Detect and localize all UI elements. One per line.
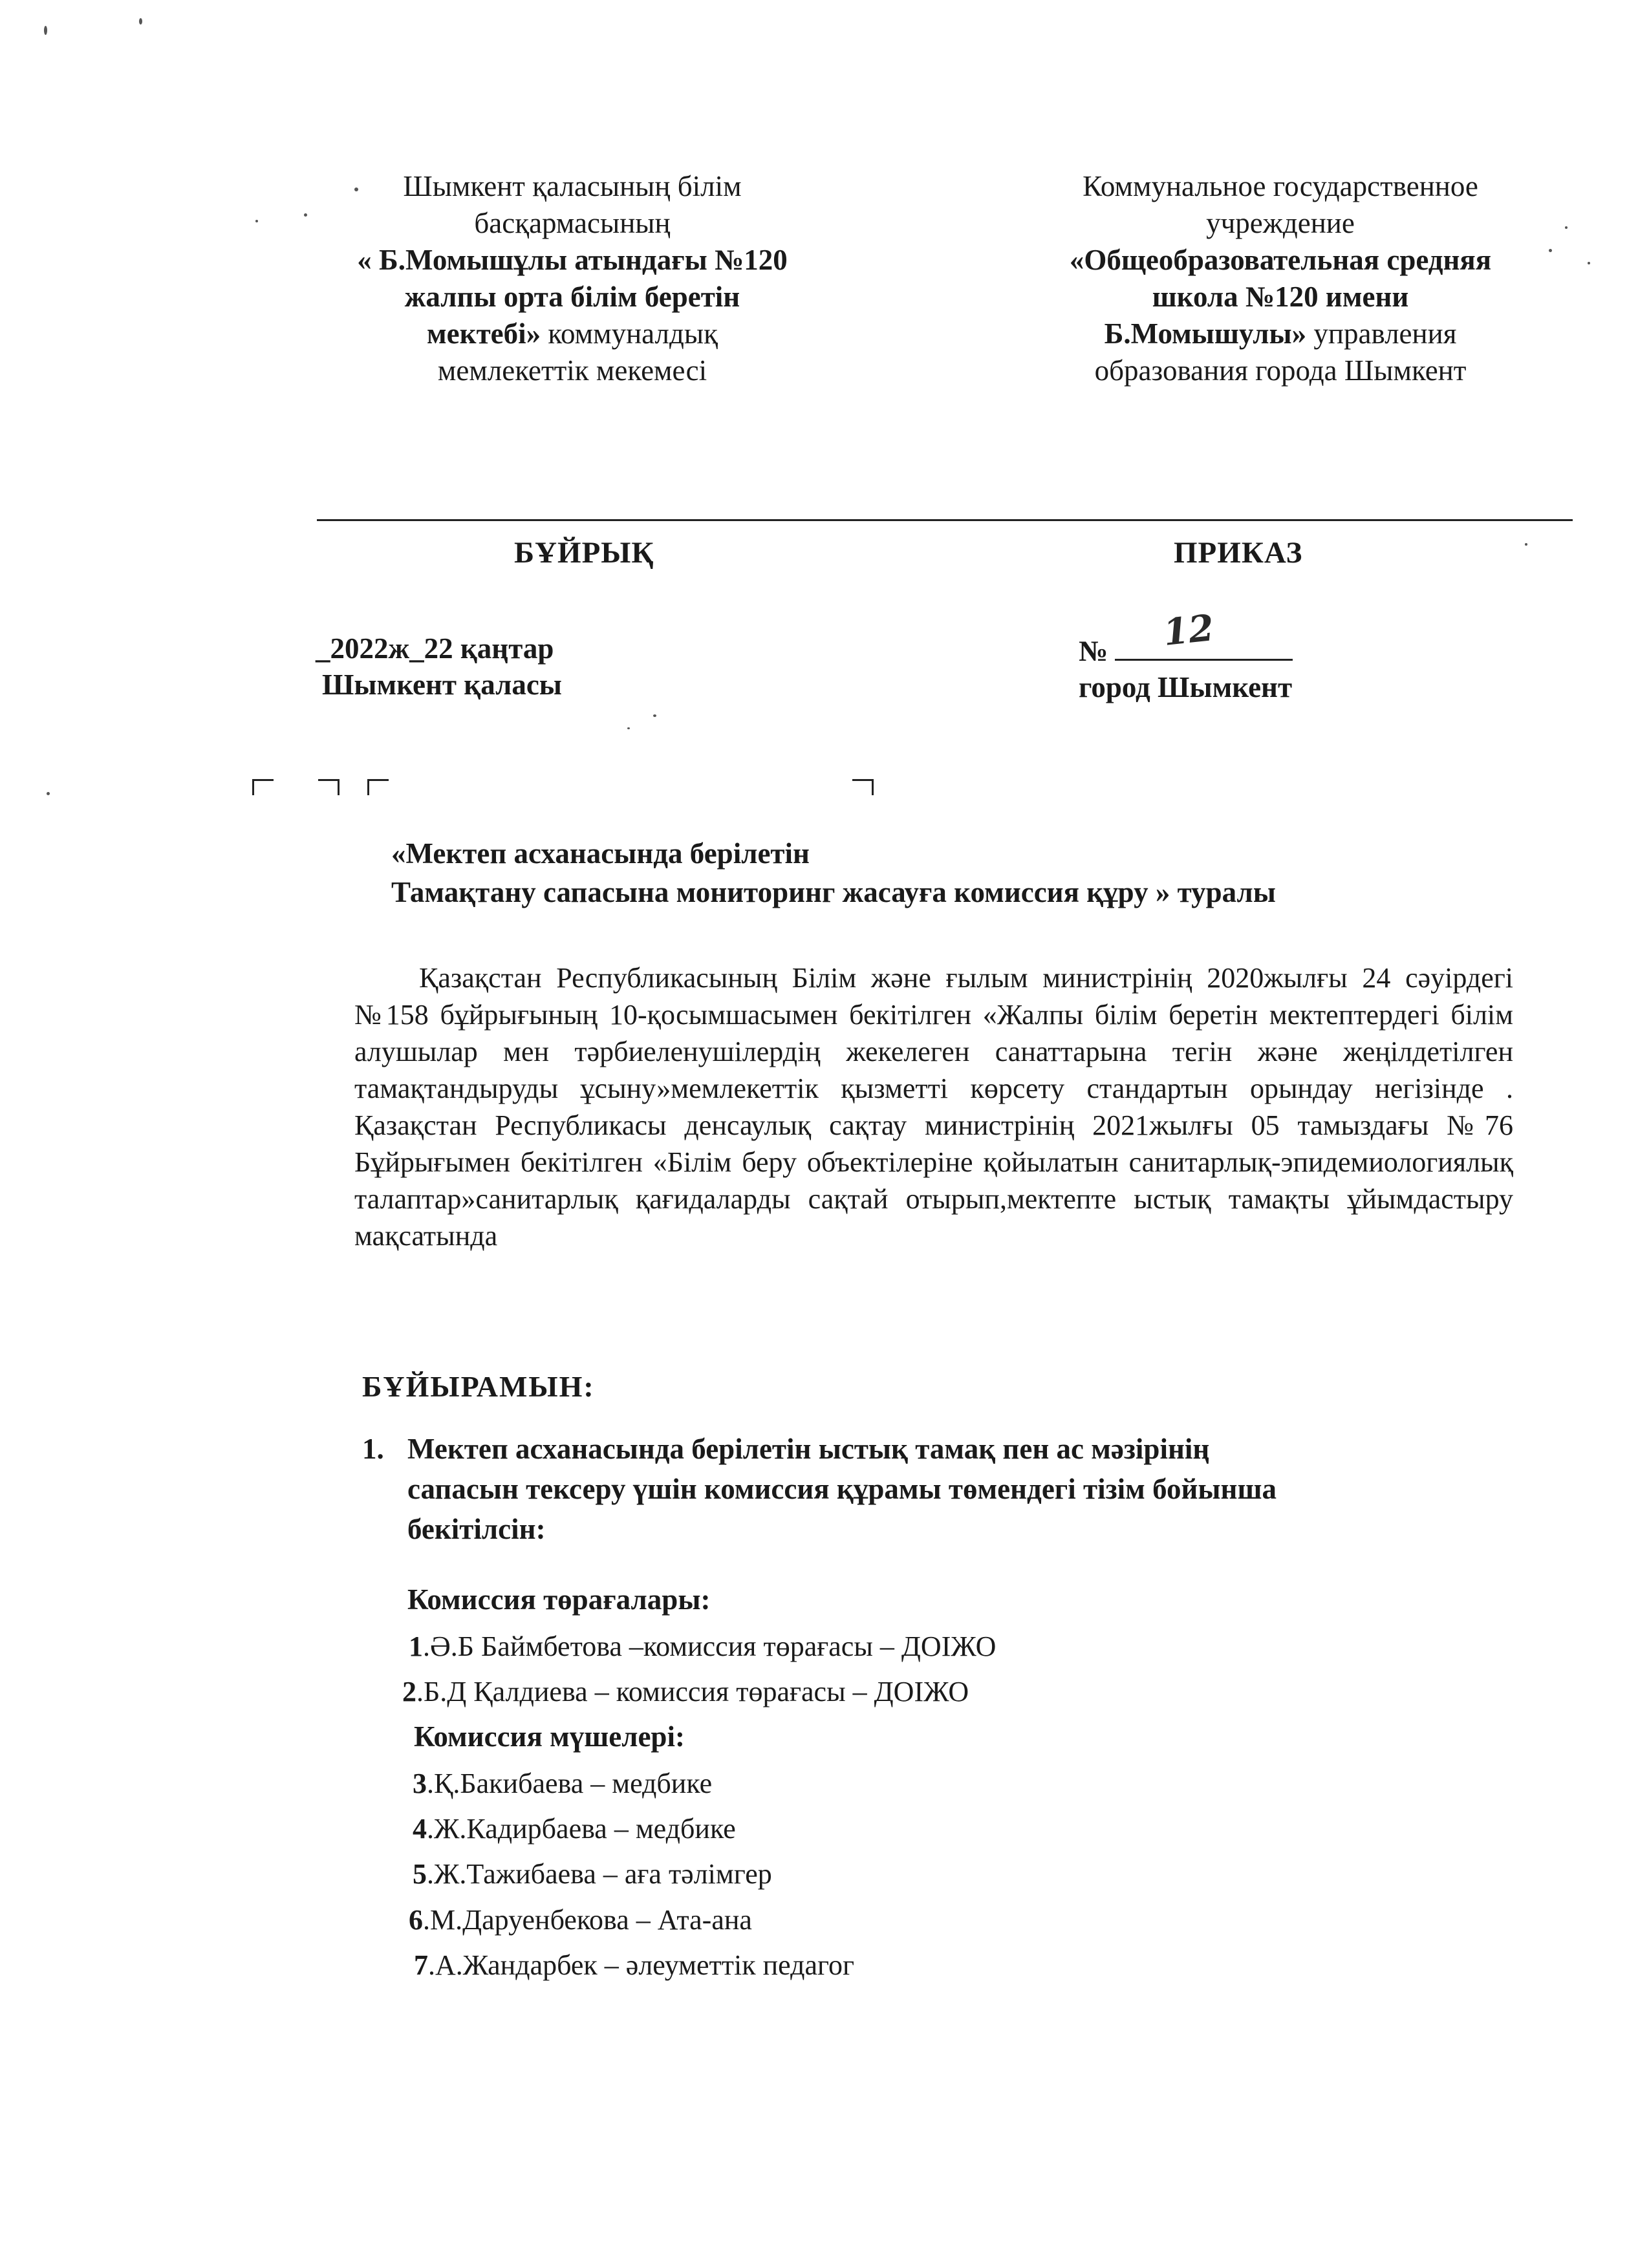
header-right-line: Б.Момышулы» управления	[1104, 317, 1457, 350]
member-item: 4.Ж.Кадирбаева – медбике	[413, 1813, 736, 1845]
corner-bracket	[852, 779, 874, 795]
order-subject	[391, 834, 1276, 912]
order-item-1	[362, 1429, 1277, 1549]
scan-speck	[653, 714, 656, 717]
header-left-line: Шымкент қаласының білім	[403, 170, 742, 202]
member-item: 3.Қ.Бакибаева – медбике	[413, 1768, 713, 1799]
header-right-line: школа №120 имени	[1152, 281, 1409, 313]
members-heading: Комиссия мүшелері:	[414, 1720, 685, 1753]
meta-left	[316, 630, 562, 703]
meta-right	[1079, 606, 1293, 705]
corner-bracket	[318, 779, 339, 795]
item-line: Мектеп асханасында берілетін ыстық тамақ пен ас мәзірінің	[407, 1433, 1210, 1465]
number-underline	[1115, 606, 1293, 661]
scan-speck	[627, 727, 630, 729]
handwritten-number: 12	[1161, 606, 1216, 654]
title-russian: ПРИКАЗ	[1174, 536, 1303, 570]
corner-bracket	[367, 779, 389, 795]
member-item: 6.М.Даруенбекова – Ата-ана	[409, 1904, 752, 1936]
chair-item: 2.Б.Д Қалдиева – комиссия төрағасы – ДОІЖО	[402, 1676, 969, 1707]
member-item: 5.Ж.Тажибаева – аға тәлімгер	[413, 1858, 772, 1890]
scan-speck	[47, 792, 50, 795]
header-right-line: учреждение	[1206, 207, 1355, 239]
header-left-line: басқармасының	[474, 207, 671, 239]
number-sign: №	[1079, 635, 1108, 667]
header-left-line: жалпы орта білім беретін	[404, 281, 740, 313]
chairs-heading: Комиссия төрағалары:	[407, 1583, 711, 1616]
city-kazakh: Шымкент қаласы	[322, 669, 562, 701]
city-russian: город Шымкент	[1079, 671, 1293, 703]
item-number: 1.	[362, 1433, 384, 1465]
member-item: 7.А.Жандарбек – әлеуметтік педагог	[414, 1949, 854, 1981]
item-line: сапасын тексеру үшін комиссия құрамы төмендегі тізім бойынша	[407, 1473, 1277, 1505]
scan-speck	[139, 18, 142, 25]
subject-line: Тамақтану сапасына мониторинг жасауға комиссия құру » туралы	[391, 876, 1276, 908]
header-left-line: мектебі» коммуналдық	[427, 317, 718, 350]
corner-bracket	[252, 779, 274, 795]
header-right	[989, 168, 1571, 389]
subject-line: «Мектеп асханасында берілетін	[391, 837, 810, 870]
scan-speck	[1588, 262, 1590, 264]
header-right-line: Коммунальное государственное	[1083, 170, 1478, 202]
order-word: БҰЙЫРАМЫН:	[362, 1370, 595, 1403]
item-line: бекітілсін:	[407, 1513, 546, 1545]
scan-speck	[1525, 543, 1527, 546]
chair-item: 1.Ә.Б Баймбетова –комиссия төрағасы – ДОІЖО	[409, 1631, 997, 1662]
order-date: _2022ж_22 қаңтар	[316, 632, 554, 665]
header-left-line: « Б.Момышұлы атындағы №120	[357, 244, 788, 276]
preamble-paragraph: Қазақстан Республикасының Білім және ғылым министрінің 2020жылғы 24 сәуірдегі №158 бұйрығының 10-қосымшасымен бекітілген «Жалпы білім беретін мектептердегі білім алушылар мен тәрбиеленушілердің жекелеген санаттарына тегін және жеңілдетілген тамақтандыруды ұсыну»мемлекеттік қызметті көрсету стандартын орындау негізінде . Қазақстан Республикасы денсаулық сақтау министрінің 2021жылғы 05 тамыздағы №76 Бұйрығымен бекітілген «Білім беру объектілеріне қойылатын санитарлық-эпидемиологиялық талаптар»санитарлық қағидаларды сақтай отырып,мектепте ыстық тамақты ұйымдастыру мақсатында	[354, 962, 1513, 1252]
scan-speck	[255, 220, 258, 222]
header-right-line: «Общеобразовательная средняя	[1069, 244, 1492, 276]
order-number-line	[1079, 606, 1293, 669]
header-right-line: образования города Шымкент	[1094, 354, 1467, 387]
header-divider	[317, 519, 1573, 521]
header-left-line: мемлекеттік мекемесі	[437, 354, 707, 387]
scan-speck	[44, 26, 47, 35]
title-kazakh: БҰЙРЫҚ	[514, 536, 654, 570]
header-left	[294, 168, 850, 389]
